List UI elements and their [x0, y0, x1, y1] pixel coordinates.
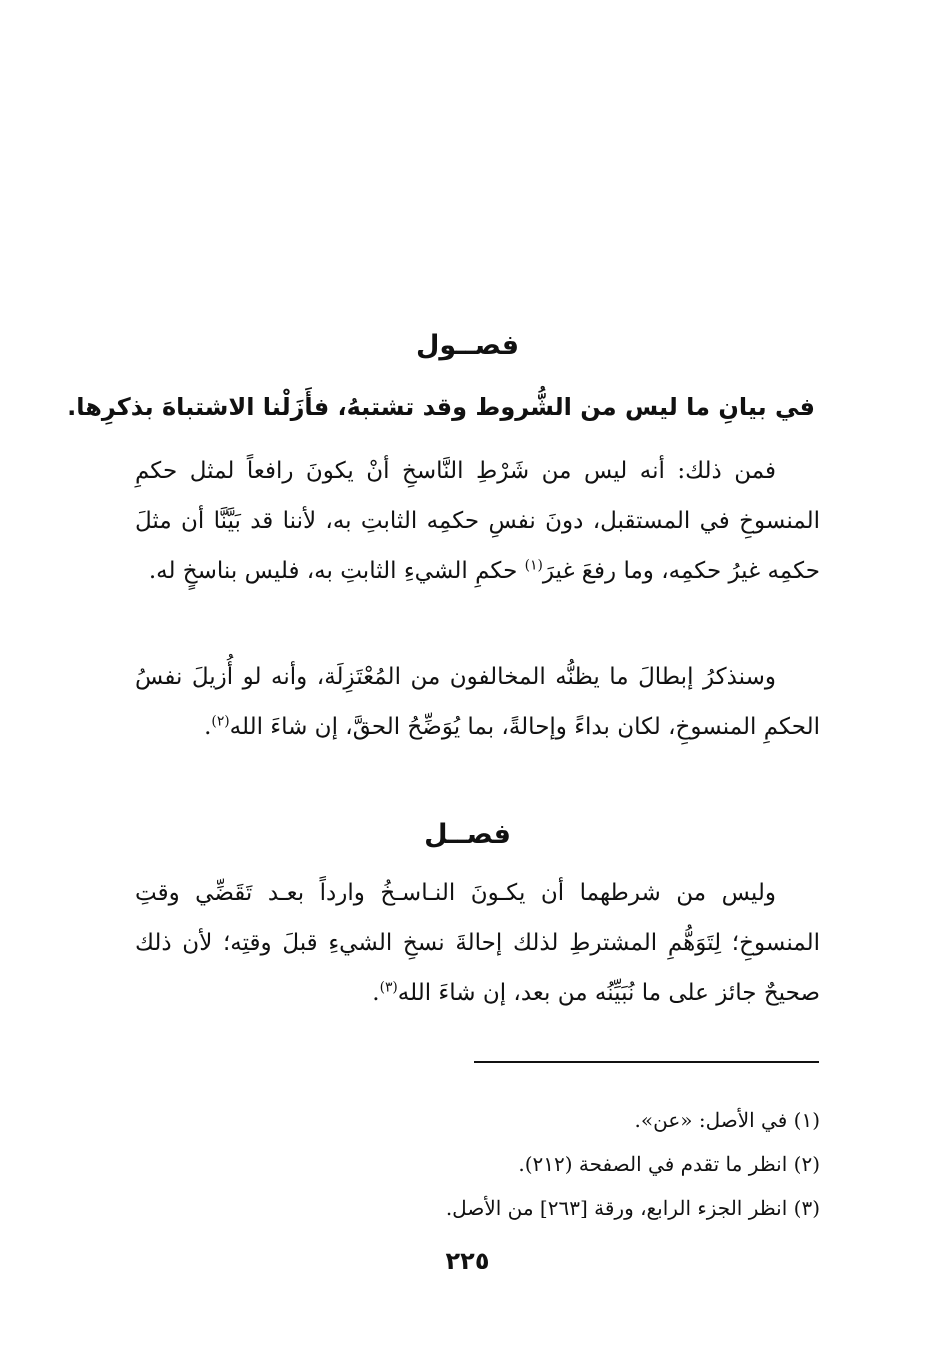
paragraph-1 [135, 446, 820, 596]
footnote-1: (١) في الأصل: «عن». [634, 1108, 820, 1132]
footnotes-block [300, 1098, 820, 1230]
page-number: ٢٢٥ [445, 1247, 490, 1275]
section-heading: فصــل [424, 819, 511, 850]
paragraph-2-text: وسنذكرُ إبطالَ ما يظنُّه المخالفون من المُعْتَزِلَة، وأنه لو أُزيلَ نفسُ الحكمِ المنسوخِ، لكان بداءً وإحالةً، بما يُوَضِّحُ الحقَّ، إن شاءَ الله [135, 664, 820, 740]
paragraph-1-tail: حكمِ الشيءِ الثابتِ به، فليس بناسخٍ له. [148, 558, 525, 584]
footnote-2: (٢) انظر ما تقدم في الصفحة (٢١٢). [518, 1152, 820, 1176]
paragraph-3 [135, 868, 820, 1018]
paragraph-2-tail: . [204, 714, 212, 740]
footnote-separator [474, 1061, 819, 1063]
paragraph-1-text: فمن ذلك: أنه ليس من شَرْطِ النَّاسخِ أنْ يكونَ رافعاً لمثل حكمِ المنسوخِ في المستقبل، دونَ نفسِ حكمِه الثابتِ به، لأننا قد بَيَّنَّا أن مثلَ حكمِه غيرُ حكمِه، وما رفعَ غيرَ [135, 458, 820, 584]
footnote-ref-1: (١) [524, 557, 543, 574]
chapter-subheading: في بيانِ ما ليس من الشُّروط وقد تشتبهُ، فأَزَلْنا الاشتباهَ بذكرِها. [67, 393, 815, 421]
chapter-heading: فصــول [415, 330, 520, 361]
footnote-ref-3: (٣) [379, 979, 398, 996]
paragraph-2 [135, 652, 820, 752]
footnote-3: (٣) انظر الجزء الرابع، ورقة [٢٦٣] من الأصل. [445, 1196, 820, 1220]
paragraph-3-text: وليس من شرطهما أن يكـونَ النـاسـخُ وارداً بعـد تَقَضِّي وقتِ المنسوخِ؛ لِتَوَهُّمِ المشترطِ لذلك إحالةَ نسخِ الشيءِ قبلَ وقتِه؛ لأن ذلك صحيحٌ جائز على ما نُبَيِّنُه من بعد، إن شاءَ الله [135, 880, 820, 1006]
paragraph-3-tail: . [372, 980, 380, 1006]
footnote-ref-2: (٢) [211, 713, 230, 730]
